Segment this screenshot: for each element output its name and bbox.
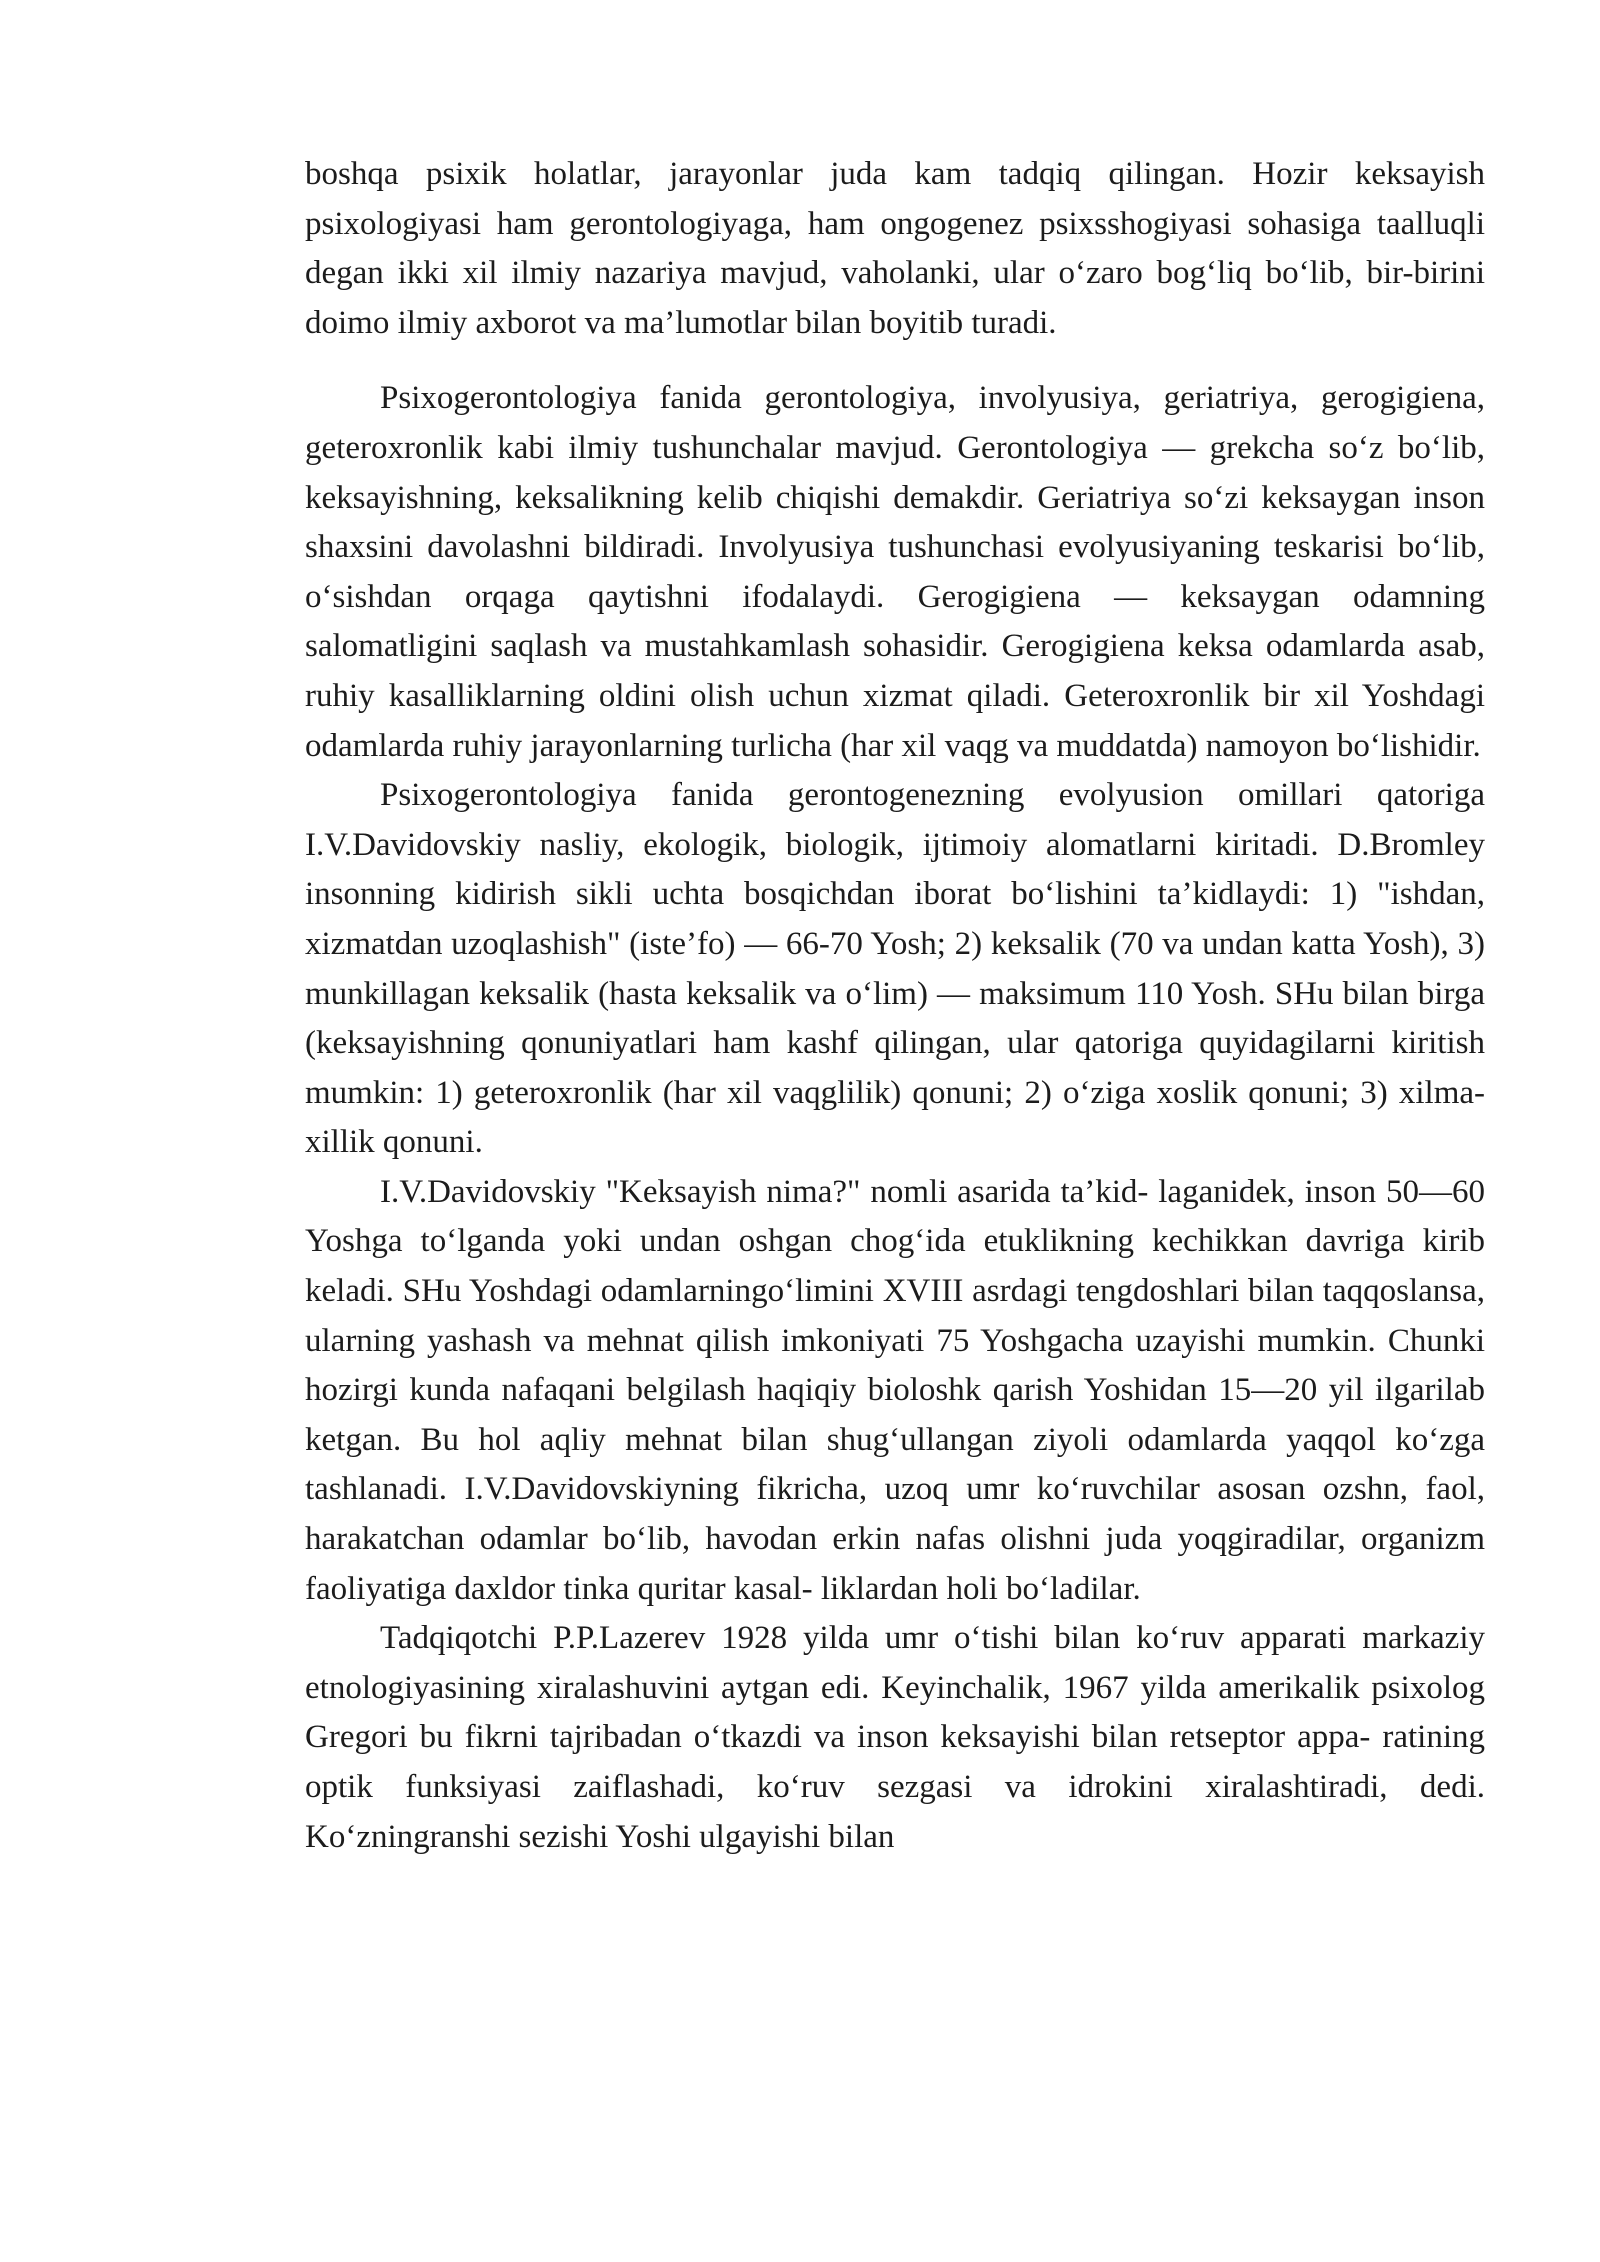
paragraph-3: Psixogerontologiya fanida gerontogenezning evolyusion omillari qatoriga I.V.Davidovskiy nasliy, ekologik, biologik, ijtimoiy alomatlarni kiritadi. D.Bromley insonning kidirish sikli uchta bosqichdan iborat bo‘lishini ta’kidlaydi: 1) "ishdan, xizmatdan uzoqlashish" (iste’fo) — 66-70 Yosh; 2) keksalik (70 va undan katta Yosh), 3) munkillagan keksalik (hasta keksalik va o‘lim) — maksimum 110 Yosh. SHu bilan birga (keksayishning qonuniyatlari ham kashf qilingan, ular qatoriga quyidagilarni kiritish mumkin: 1) geteroxronlik (har xil vaqglilik) qonuni; 2) o‘ziga xoslik qonuni; 3) xilma-xillik qonuni. bbox=[305, 777, 1485, 1161]
paragraph-1: boshqa psixik holatlar, jarayonlar juda kam tadqiq qilingan. Hozir keksayish psixologiyasi ham gerontologiyaga, ham ongogenez psixsshogiyasi sohasiga taalluqli degan ikki xil ilmiy nazariya mavjud, vaholanki, ular o‘zaro bog‘liq bo‘lib, bir-birini doimo ilmiy axborot va ma’lumotlar bilan boyitib turadi. bbox=[305, 156, 1485, 341]
paragraph-5: Tadqiqotchi P.P.Lazerev 1928 yilda umr o‘tishi bilan ko‘ruv apparati markaziy etnologiyasining xiralashuvini aytgan edi. Keyinchalik, 1967 yilda amerikalik psixolog Gregori bu fikrni tajribadan o‘tkazdi va inson keksayishi bilan retseptor appa- ratining optik funksiyasi zaiflashadi, ko‘ruv sezgasi va idrokini xiralashtiradi, dedi. Ko‘zningranshi sezishi Yoshi ulgayishi bilan bbox=[305, 1620, 1485, 1855]
paragraph-2: Psixogerontologiya fanida gerontologiya, involyusiya, geriatriya, gerogigiena, geteroxronlik kabi ilmiy tushunchalar mavjud. Gerontologiya — grekcha so‘z bo‘lib, keksayishning, keksalikning kelib chiqishi demakdir. Geriatriya so‘zi keksaygan inson shaxsini davolashni bildiradi. Involyusiya tushunchasi evolyusiyaning teskarisi bo‘lib, o‘sishdan orqaga qaytishni ifodalaydi. Gerogigiena — keksaygan odamning salomatligini saqlash va mustahkamlash sohasidir. Gerogigiena keksa odamlarda asab, ruhiy kasalliklarning oldini olish uchun xizmat qiladi. Geteroxronlik bir xil Yoshdagi odamlarda ruhiy jarayonlarning turlicha (har xil vaqg va muddatda) namoyon bo‘lishidir. bbox=[305, 380, 1485, 764]
paragraph-4: I.V.Davidovskiy "Keksayish nima?" nomli asarida ta’kid- laganidek, inson 50—60 Yoshga to‘lganda yoki undan oshgan chog‘ida etuklikning kechikkan davriga kirib keladi. SHu Yoshdagi odamlarningo‘limini XVIII asrdagi tengdoshlari bilan taqqoslansa, ularning yashash va mehnat qilish imkoniyati 75 Yoshgacha uzayishi mumkin. Chunki hozirgi kunda nafaqani belgilash haqiqiy bioloshk qarish Yoshidan 15—20 yil ilgarilab ketgan. Bu hol aqliy mehnat bilan shug‘ullangan ziyoli odamlarda yaqqol ko‘zga tashlanadi. I.V.Davidovskiyning fikricha, uzoq umr ko‘ruvchilar asosan ozshn, faol, harakatchan odamlar bo‘lib, havodan erkin nafas olishni juda yoqgiradilar, organizm faoliyatiga daxldor tinka quritar kasal- liklardan holi bo‘ladilar. bbox=[305, 1173, 1485, 1607]
document-body bbox=[305, 150, 1485, 1862]
